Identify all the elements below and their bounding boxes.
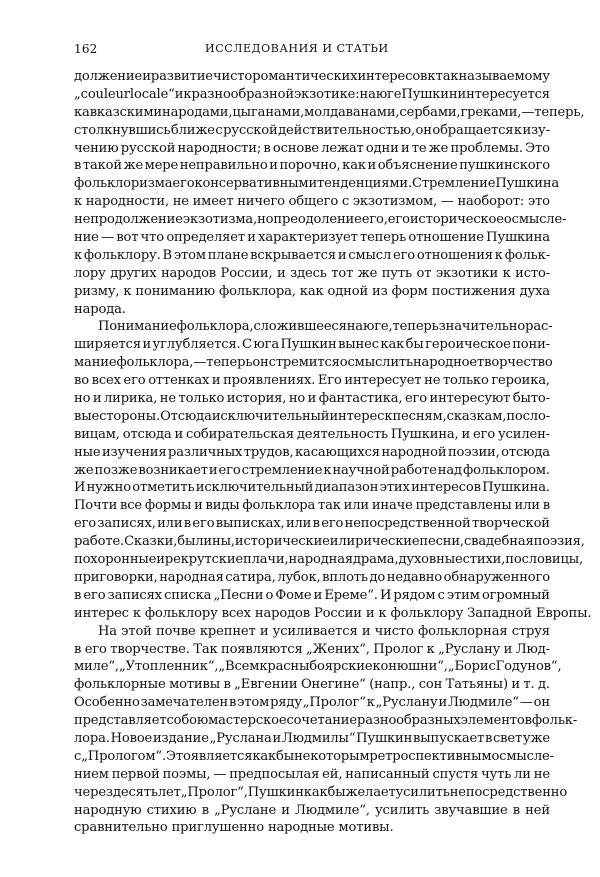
text-line: с „Прологом“. Это является как бы некоторым ретроспективным осмысле- — [74, 748, 554, 764]
text-line: к фольклору. В этом плане вскрывается и смысл его отношения к фольк- — [74, 247, 550, 263]
text-line: миле“, „Утопленник“, „Всем красны боярские конюшни“, „Борис Годунов“, — [74, 659, 562, 675]
text-line: нием первой поэмы, — предпосылая ей, написанный спустя чуть ли не — [74, 766, 550, 782]
paragraph — [74, 68, 585, 318]
text-line: должение и развитие чисто романтических интересов к так называемому — [74, 69, 550, 84]
text-line: кавказскими народами, цыганами, молдаванами, сербами, греками, — теперь, — [74, 104, 585, 120]
text-line: мание фольклора, — теперь он стремится осмыслить народное творчество — [74, 355, 553, 371]
text-line: фольклоризма его консервативными тенденциями. Стремление Пушкина — [74, 176, 560, 192]
text-line: в такой же мере неправильно и порочно, как и объяснение пушкинского — [74, 158, 550, 174]
paragraph — [74, 318, 592, 622]
text-line: но и лирика, не только история, но и фантастика, его интересуют быто- — [74, 391, 550, 407]
text-line: Понимание фольклора, сложившееся на юге, теперь значительно рас- — [98, 319, 553, 335]
text-line: вые стороны. Отсюда исключительный интерес к песням, сказкам, посло- — [74, 408, 550, 424]
text-line: фольклорные мотивы в „Евгении Онегине“ (напр., сон Татьяны) и т. д. — [74, 677, 550, 693]
text-line: сравнительно приглушенно народные мотивы. — [74, 820, 394, 836]
text-line: ные изучения различных трудов, касающихся народной поэзии, отсюда — [74, 444, 550, 460]
text-line: лора. Новое издание „Руслана и Людмилы“ Пушкин выпускает в свет уже — [74, 730, 550, 746]
text-line: лору других народов России, и здесь тот же путь от экзотики к исто- — [74, 265, 550, 281]
page-header — [0, 42, 600, 62]
text-line: интерес к фольклору всех народов России и к фольклору Западной Европы. — [74, 605, 592, 621]
text-line: столкнувшись ближе с русской действительностью, он обращается к изу- — [74, 122, 550, 138]
text-line: „couleur locale“ и к разнообразной экзотике: на юге Пушкин интересуется — [74, 86, 550, 102]
text-line: в его творчестве. Так появляются „Жених“, Пролог к „Руслану и Люд- — [74, 641, 550, 657]
page-number: 162 — [74, 42, 98, 56]
text-line: Особенно замечателен в этом ряду „Пролог“ к „Руслану и Людмиле“ — он — [74, 695, 550, 711]
text-line: его записях, или в его выписках, или в его непосредственной творческой — [74, 516, 550, 532]
text-line: Почти все формы и виды фольклора так или иначе представлены или в — [74, 498, 550, 514]
text-line: через десять лет „Пролог“, Пушкин как бы желает усилить непосредственно — [74, 784, 568, 800]
text-line: чению русской народности; в основе лежат одни и те же проблемы. Это — [74, 140, 550, 156]
text-line: приговорки, народная сатира, лубок, вплоть до недавно обнаруженного — [74, 569, 550, 585]
running-title: ИССЛЕДОВАНИЯ И СТАТЬИ — [205, 42, 389, 55]
text-line: вицам, отсюда и собирательская деятельность Пушкина, и его усилен- — [74, 426, 550, 442]
text-line: не продолжение экзотизма, но преодоление его, его историческое осмысле- — [74, 212, 567, 228]
text-line: ние — вот что определяет и характеризует теперь отношение Пушкина — [74, 230, 550, 246]
text-line: народа. — [74, 301, 126, 317]
text-line: во всех его оттенках и проявлениях. Его интересует не только героика, — [74, 373, 550, 389]
text-line: работе. Сказки, былины, исторические и лирические песни, свадебная поэзия, — [74, 534, 585, 550]
body-text — [74, 68, 592, 837]
text-line: в его записях списка „Песни о Фоме и Ереме“. И рядом с этим огромный — [74, 587, 550, 603]
text-line: И нужно отметить исключительный диапазон этих интересов Пушкина. — [74, 480, 550, 496]
text-line: же позже возникает и его стремление к научной работе над фольклором. — [74, 462, 550, 478]
text-line: На этой почве крепнет и усиливается и чисто фольклорная струя — [98, 623, 550, 639]
text-line: похоронные и рекрутские плачи, народная драма, духовные стихи, пословицы, — [74, 552, 584, 568]
text-line: представляет собою мастерское сочетание разнообразных элементов фольк- — [74, 713, 578, 729]
text-line: ризму, к пониманию фольклора, как одной из форм постижения духа — [74, 283, 550, 299]
paragraph — [74, 623, 578, 838]
text-line: ширяется и углубляется. С юга Пушкин вынес как бы героическое пони- — [74, 337, 550, 353]
text-line: народную стихию в „Руслане и Людмиле“, усилить звучавшие в ней — [74, 802, 550, 818]
text-line: к народности, не имеет ничего общего с экзотизмом, — наоборот: это — [74, 194, 550, 210]
